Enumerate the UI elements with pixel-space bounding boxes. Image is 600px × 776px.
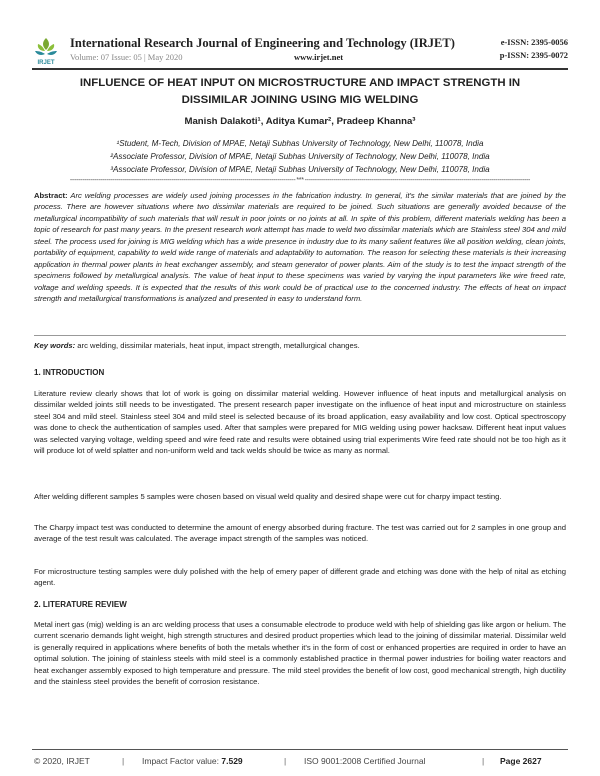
paper-title [50,75,550,109]
header-rule [32,68,568,70]
journal-header [32,36,568,68]
section-heading-introduction: 1. INTRODUCTION [34,368,105,377]
abstract [34,190,566,305]
footer-copyright: © 2020, IRJET [34,756,90,766]
footer-impact-factor [142,756,243,766]
keywords [34,341,566,350]
irjet-logo [32,36,60,66]
title-line-1: INFLUENCE OF HEAT INPUT ON MICROSTRUCTURE AND IMPACT STRENGTH IN [79,77,521,89]
journal-website[interactable]: www.irjet.net [294,52,344,62]
footer-divider-1: | [122,756,125,766]
footer-rule [32,749,568,750]
abstract-divider [34,335,566,336]
literature-paragraph-1: Metal inert gas (mig) welding is an arc welding process that uses a consumable electrode to produce weld with help of shielding gas like argon or helium. The current scenario demands light weight, high strength structures and desired product properties which lead to the joining of dissimilar material. Dissimilar weld is generally required in applications where benefits of both the metals whether it's in the form of cost or enhanced properties are required in order to have an optimal solution. The joining of stainless steels with mild steel is a commonly established practice in thermal power industries for boiling water reactors and heat exchanger assembly exposed to high temperature and pressure. The mild steel provides the benefit of low cost, good mechanical strength, high ductility and the stainless steel provides the benefit of corrosion resistance. [34,620,566,687]
affiliation-1: ¹Student, M-Tech, Division of MPAE, Netaji Subhas University of Technology, New Delhi, 110078, India [116,139,484,148]
page-footer [34,756,566,770]
intro-paragraph-2: After welding different samples 5 samples were chosen based on visual weld quality and desired shape were cut for charpy impact testing. [34,492,502,501]
footer-divider-3: | [482,756,485,766]
issn-block [500,36,568,62]
intro-paragraph-1: Literature review clearly shows that lot of work is going on dissimilar material welding. However influence of heat inputs and metallurgical analysis on dissimilar welded joints still needs to be investigated. The present research paper investigate on the influence of heat input and microstructure on stainless steel 304 and mild steel. Stainless steel 304 and mild steel is selected because of its broad application, easy availability and low cost. Optical spectroscopy was done to check the authentication of samples used. After that samples were prepared for MIG welding using power hacksaw. Different heat input values was selected varying voltage, welding speed and wire feed rate and results were obtained using trial experiments Wire feed rate should not be too high as it will produce lot of weld splatter and non-uniform weld and tack welds should be twice as many as normal. [34,389,566,456]
keywords-text: arc welding, dissimilar materials, heat input, impact strength, metallurgical changes. [75,341,360,350]
abstract-label: Abstract: [34,191,68,200]
title-line-2: DISSIMILAR JOINING USING MIG WELDING [181,94,419,106]
keywords-label: Key words: [34,341,76,350]
section-heading-literature-review: 2. LITERATURE REVIEW [34,600,127,609]
separator-line: ---------------------------------------------------------------------------------------------------------------***--------------------------------------------------------------------------------------------------------------- [69,177,531,184]
footer-page-number: Page 2627 [500,756,542,766]
intro-paragraph-3: The Charpy impact test was conducted to determine the amount of energy absorbed during fracture. The test was carried out for 2 samples in one group and average of the test result was calculated. The average impact strength of the samples was noticed. [34,523,566,544]
journal-title: International Research Journal of Engineering and Technology (IRJET) [70,36,455,50]
affiliation-2: ²Associate Professor, Division of MPAE, Netaji Subhas University of Technology, New Delhi, 110078, India [110,152,490,161]
separator-stars: *** [296,177,304,184]
author-list: Manish Dalakoti¹, Aditya Kumar², Pradeep Khanna³ [184,116,416,127]
intro-paragraph-4: For microstructure testing samples were duly polished with the help of emery paper of different grade and etching was done with the help of nital as etching agent. [34,567,566,588]
footer-iso: ISO 9001:2008 Certified Journal [304,756,426,766]
e-issn: e-ISSN: 2395-0056 [500,37,568,47]
abstract-text: Arc welding processes are widely used joining processes in the fabrication industry. In general, it's the similar materials that are joined by the process. There are however situations where two dissimilar materials are required to be joined. Such situations are generally avoided because of the metallurgical incompatibility of such materials that will result in poor joints or no joints at all. In spite of this problem, different materials welding has been a topic of research for past many years. In the present research work attempt has made to weld two dissimilar materials which are Stainless steel 304 and mild steel. The process used for joining is MIG welding which has a wide presence in industry due to its many salient features like all position welding, clean joints, portability of equipment, capability to weld wide range of materials and adaptability to automation. The reason for selecting these materials is their increasing application in thermal power plants in heat exchanger assembly, and steam generator of power plants. Aim of the study is to test the impact strength of the specimens followed by metallurgical analysis. The value of heat input to these specimens was varied by varying the input parameters like wire freed rate, voltage and welding speeds. It is expected that the results of this work could be of practical use to the concerned industry. The effects of heat on impact strength and metallurgical transformations is analyzed and presented in easy to understand form. [34,191,566,304]
impact-label: Impact Factor value: [142,756,222,766]
logo-text: IRJET [37,60,55,66]
volume-issue: Volume: 07 Issue: 05 | May 2020 [70,52,183,62]
affiliation-3: ³Associate Professor, Division of MPAE, Netaji Subhas University of Technology, New Delhi, 110078, India [110,165,490,174]
p-issn: p-ISSN: 2395-0072 [499,50,568,60]
impact-value: 7.529 [221,756,243,766]
footer-divider-2: | [284,756,287,766]
